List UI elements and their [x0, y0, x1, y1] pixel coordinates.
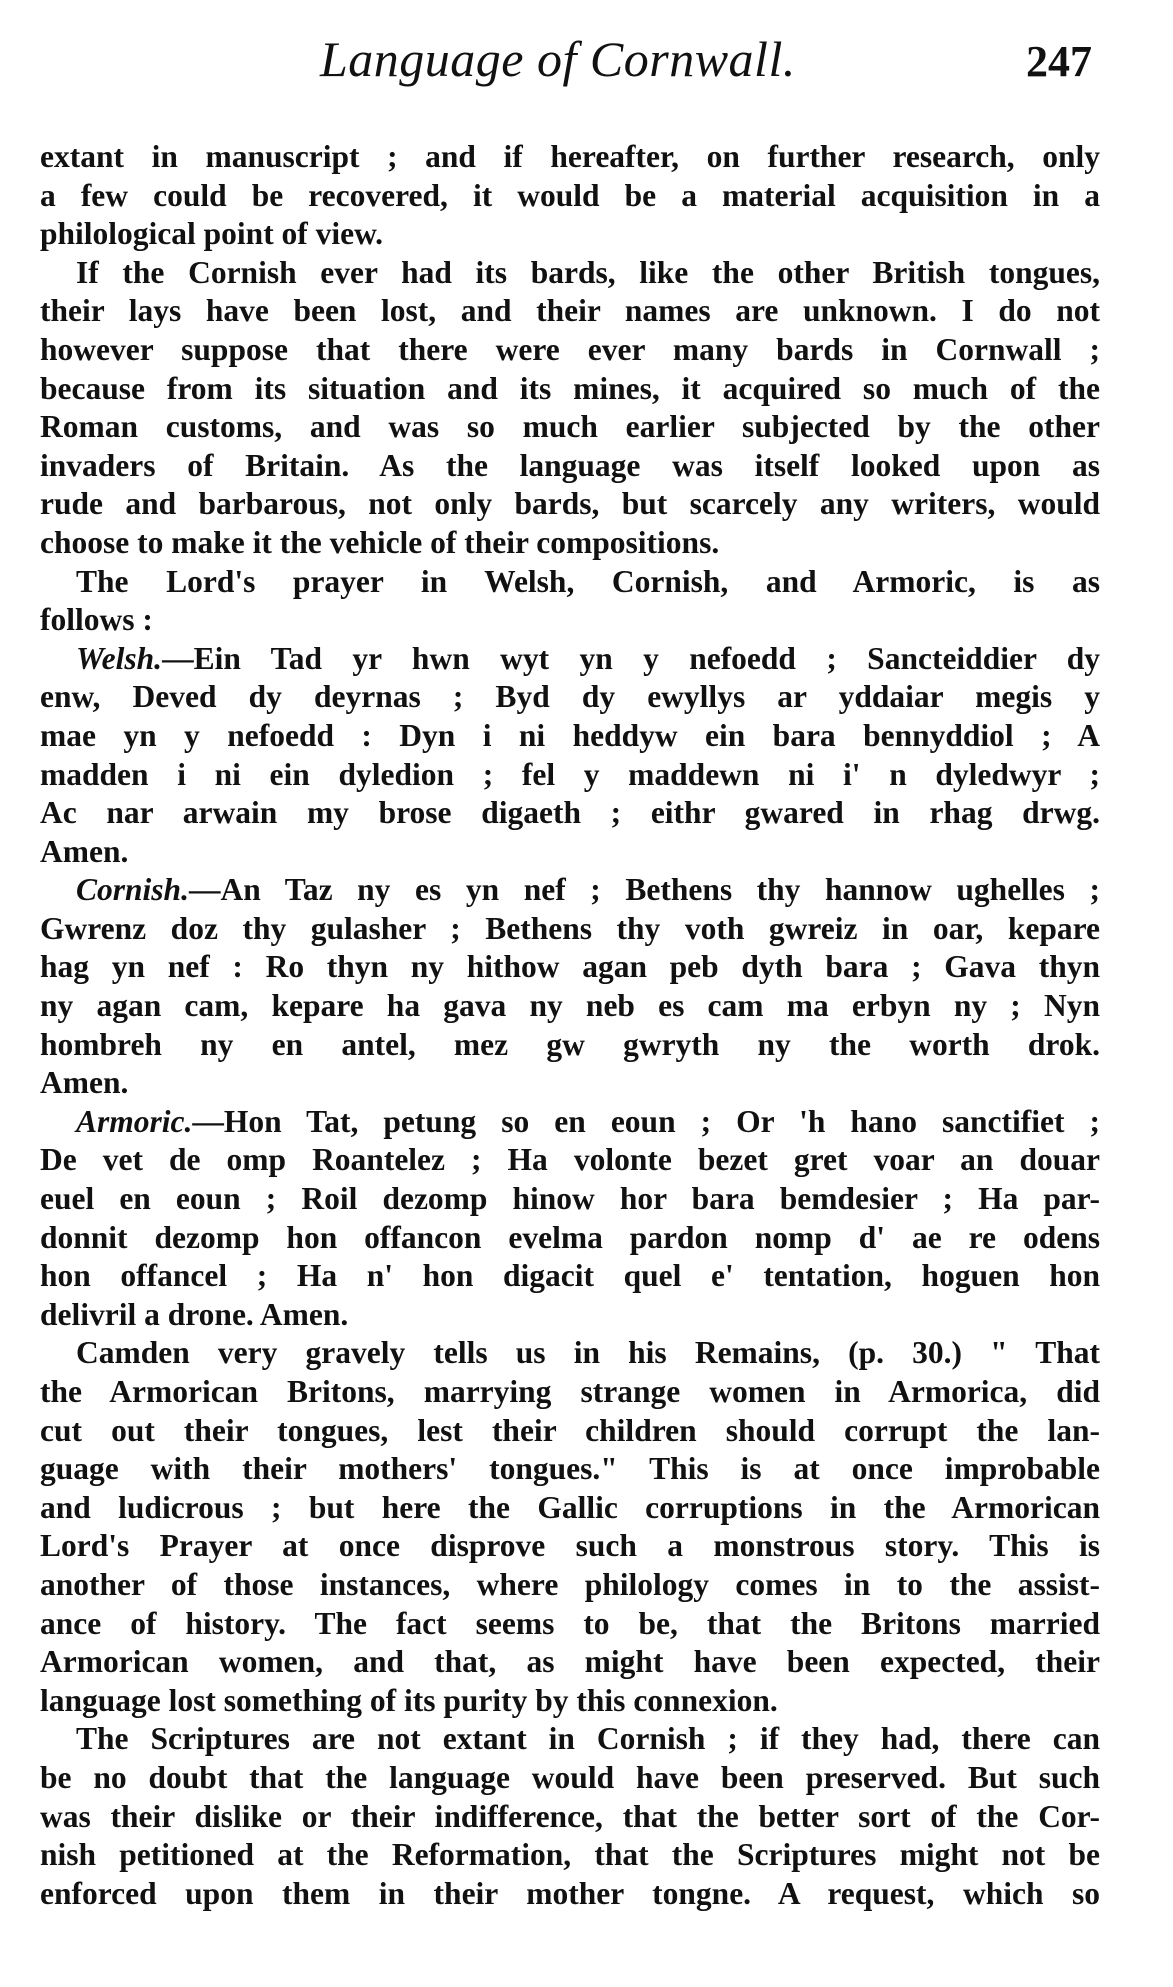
cornish-label: Cornish.: [76, 872, 189, 908]
text-line: philological point of view.: [40, 216, 384, 252]
text-line: madden i ni ein dyledion ; fel y maddewn ni i' n dyledwyr ;: [40, 756, 1100, 792]
text-line: choose to make it the vehicle of their compositions.: [40, 524, 720, 560]
body-text: [40, 138, 1100, 1913]
text-line: hag yn nef : Ro thyn ny hithow agan peb dyth bara ; Gava thyn: [40, 949, 1100, 985]
cornish-prayer: [40, 871, 1100, 1103]
paragraph-4: [40, 1334, 1100, 1720]
page-number: 247: [1026, 37, 1092, 86]
text-line: was their dislike or their indifference, that the better sort of the Cor-: [40, 1798, 1100, 1834]
text-line: Amen.: [40, 833, 129, 869]
text-line: euel en eoun ; Roil dezomp hinow hor bara bemdesier ; Ha par-: [40, 1181, 1100, 1217]
text-line: another of those instances, where philology comes in to the assist-: [40, 1566, 1100, 1602]
text-line: extant in manuscript ; and if hereafter, on further research, only: [40, 139, 1100, 174]
welsh-label: Welsh.: [76, 640, 163, 676]
text-line: because from its situation and its mines, it acquired so much of the: [40, 370, 1100, 406]
paragraph-2: [40, 254, 1100, 563]
text-line: be no doubt that the language would have been preserved. But such: [40, 1759, 1100, 1795]
armoric-prayer: [40, 1103, 1100, 1335]
text-line: a few could be recovered, it would be a material acquisition in a: [40, 177, 1100, 213]
text-line: delivril a drone. Amen.: [40, 1296, 349, 1332]
text-line: invaders of Britain. As the language was itself looked upon as: [40, 447, 1100, 483]
text-line: nish petitioned at the Reformation, that the Scriptures might not be: [40, 1837, 1100, 1873]
paragraph-1: [40, 138, 1100, 254]
text-line: [40, 871, 1100, 910]
text-line: donnit dezomp hon offancon evelma pardon nomp d' ae re odens: [40, 1219, 1100, 1255]
text-line: hombreh ny en antel, mez gw gwryth ny the worth drok.: [40, 1026, 1100, 1062]
text-line: [40, 640, 1100, 679]
page-header: [40, 30, 1100, 120]
armoric-label: Armoric.: [76, 1103, 193, 1139]
text-line: Gwrenz doz thy gulasher ; Bethens thy voth gwreiz in oar, kepare: [40, 910, 1100, 946]
text-line: hon offancel ; Ha n' hon digacit quel e' tentation, hoguen hon: [40, 1258, 1100, 1294]
armoric-text: —Hon Tat, petung so en eoun ; Or 'h hano sanctifiet ;: [192, 1103, 1100, 1139]
text-line: however suppose that there were ever many bards in Cornwall ;: [40, 331, 1100, 367]
text-line: The Scriptures are not extant in Cornish ; if they had, there can: [76, 1721, 1100, 1757]
paragraph-3: [40, 563, 1100, 640]
cornish-text: —An Taz ny es yn nef ; Bethens thy hannow ughelles ;: [188, 872, 1100, 908]
welsh-text: —Ein Tad yr hwn wyt yn y nefoedd ; Sancteiddier dy: [162, 640, 1100, 676]
text-line: and ludicrous ; but here the Gallic corruptions in the Armorican: [40, 1489, 1100, 1525]
text-line: language lost something of its purity by this connexion.: [40, 1682, 778, 1718]
welsh-prayer: [40, 640, 1100, 872]
paragraph-5: [40, 1720, 1100, 1913]
text-line: Roman customs, and was so much earlier subjected by the other: [40, 409, 1100, 445]
text-line: the Armorican Britons, marrying strange women in Armorica, did: [40, 1374, 1100, 1409]
text-line: If the Cornish ever had its bards, like the other British tongues,: [76, 254, 1100, 290]
text-line: enw, Deved dy deyrnas ; Byd dy ewyllys ar yddaiar megis y: [40, 679, 1100, 715]
text-line: guage with their mothers' tongues." This is at once improbable: [40, 1451, 1100, 1487]
text-line: Amen.: [40, 1065, 129, 1101]
text-line: cut out their tongues, lest their children should corrupt the lan-: [40, 1412, 1100, 1448]
text-line: Ac nar arwain my brose digaeth ; eithr gwared in rhag drwg.: [40, 795, 1100, 831]
text-line: De vet de omp Roantelez ; Ha volonte bezet gret voar an douar: [40, 1142, 1100, 1178]
text-line: The Lord's prayer in Welsh, Cornish, and Armoric, is as: [76, 563, 1100, 599]
text-line: Armorican women, and that, as might have been expected, their: [40, 1644, 1100, 1680]
text-line: Lord's Prayer at once disprove such a monstrous story. This is: [40, 1528, 1100, 1564]
running-title: Language of Cornwall.: [320, 31, 796, 87]
text-line: [40, 1103, 1100, 1142]
text-line: their lays have been lost, and their names are unknown. I do not: [40, 293, 1100, 329]
text-line: follows :: [40, 602, 153, 638]
text-line: rude and barbarous, not only bards, but scarcely any writers, would: [40, 486, 1100, 522]
text-line: mae yn y nefoedd : Dyn i ni heddyw ein bara bennyddiol ; A: [40, 717, 1100, 753]
book-page: [40, 30, 1100, 1960]
text-line: ny agan cam, kepare ha gava ny neb es cam ma erbyn ny ; Nyn: [40, 988, 1100, 1024]
text-line: enforced upon them in their mother tongne. A request, which so: [40, 1875, 1100, 1911]
text-line: ance of history. The fact seems to be, that the Britons married: [40, 1605, 1100, 1641]
text-line: Camden very gravely tells us in his Remains, (p. 30.) " That: [76, 1335, 1100, 1371]
